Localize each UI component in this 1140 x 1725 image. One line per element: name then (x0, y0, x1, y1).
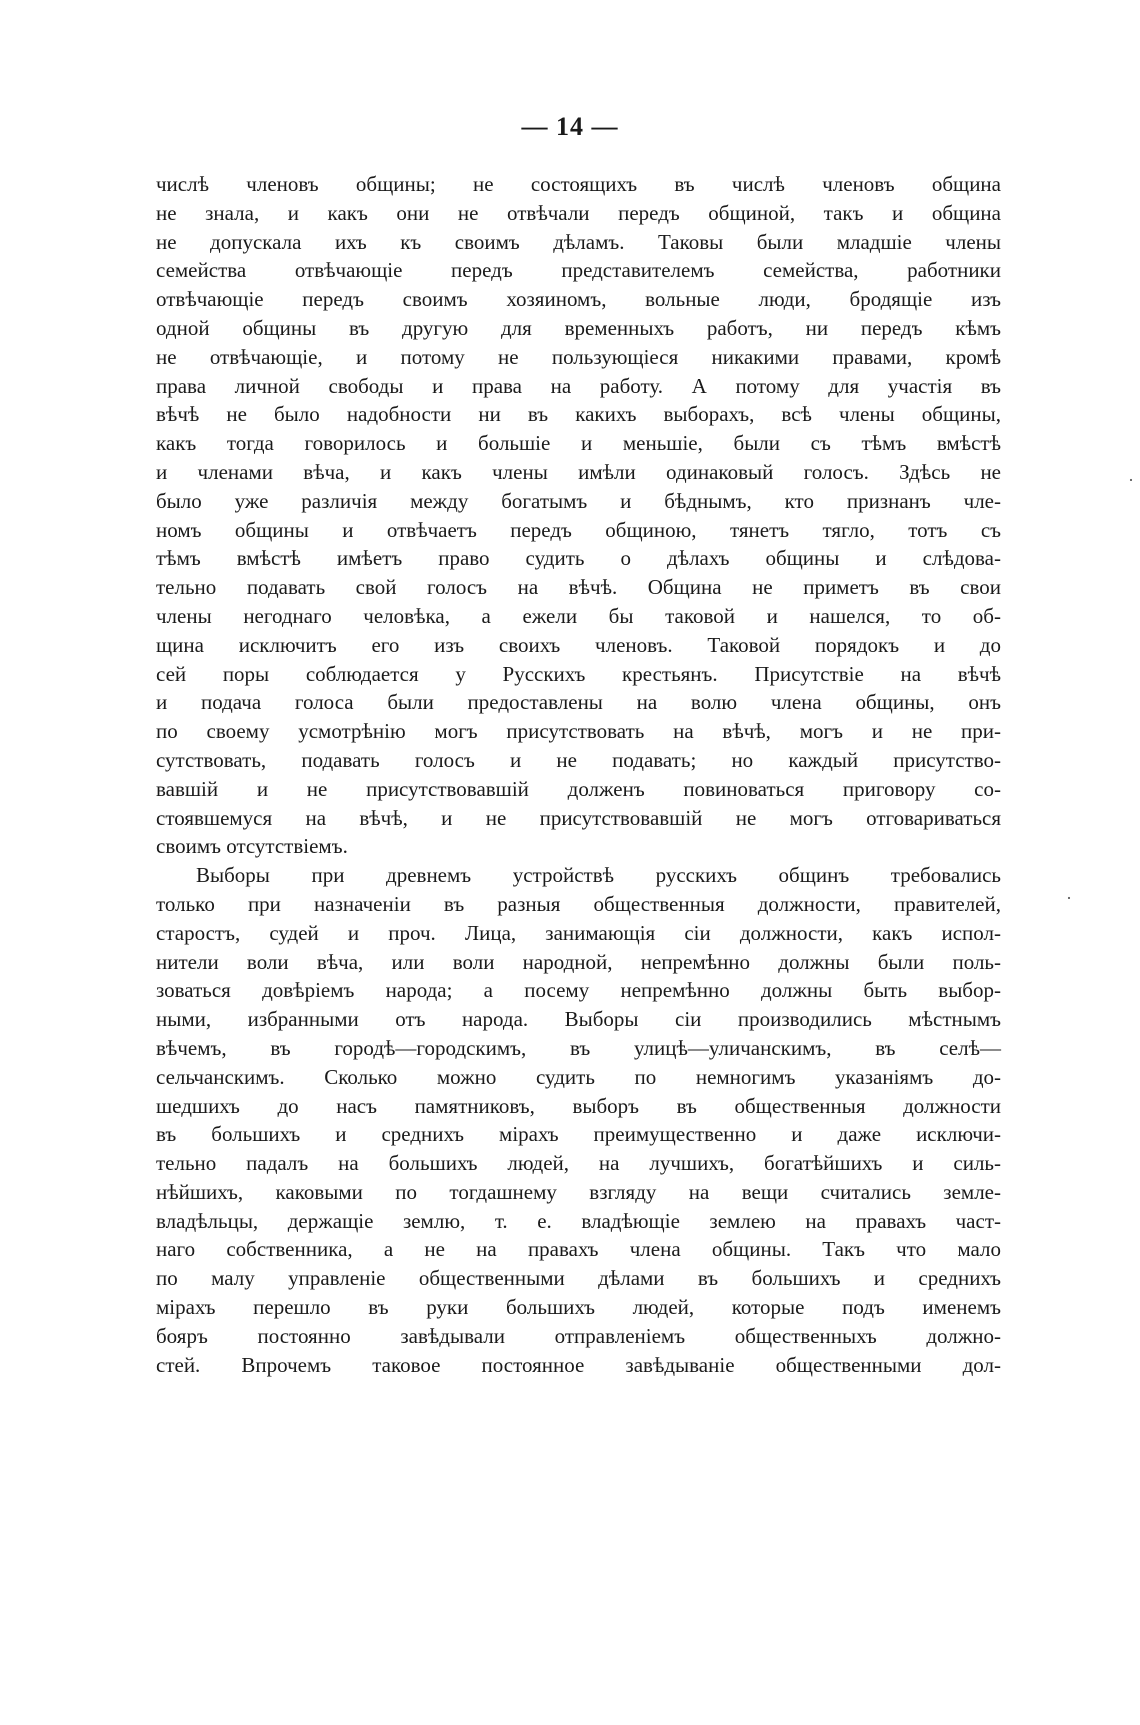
text-line: какъ тогда говорилось и большіе и меньшіе, были съ тѣмъ вмѣстѣ (156, 431, 1001, 456)
text-line: семейства отвѣчающіе передъ представителемъ семейства, работники (156, 258, 1001, 283)
margin-mark: · (1066, 888, 1072, 908)
margin-mark: · (1128, 470, 1134, 490)
text-line: тельно падалъ на большихъ людей, на лучшихъ, богатѣйшихъ и силь- (156, 1151, 1001, 1176)
text-line: нѣйшихъ, каковыми по тогдашнему взгляду на вещи считались земле- (156, 1179, 1001, 1204)
text-line: не допускала ихъ къ своимъ дѣламъ. Таковы были младшіе члены (156, 229, 1001, 254)
text-line: было уже различія между богатымъ и бѣднымъ, кто признанъ чле- (156, 488, 1001, 513)
text-line: отвѣчающіе передъ своимъ хозяиномъ, вольные люди, бродящіе изъ (156, 287, 1001, 312)
text-line: вѣчемъ, въ городѣ—городскимъ, въ улицѣ—уличанскимъ, въ селѣ— (156, 1035, 1001, 1060)
text-line: въ большихъ и среднихъ мірахъ преимущественно и даже исключи- (156, 1122, 1001, 1147)
text-line: и подача голоса были предоставлены на волю члена общины, онъ (156, 690, 1001, 715)
text-line: бояръ постоянно завѣдывали отправленіемъ общественныхъ должно- (156, 1323, 1001, 1348)
text-body (156, 170, 1001, 1379)
text-line: члены негоднаго человѣка, а ежели бы таковой и нашелся, то об- (156, 603, 1001, 628)
text-line: только при назначеніи въ разныя общественныя должности, правителей, (156, 891, 1001, 916)
text-line: Выборы при древнемъ устройствѣ русскихъ общинъ требовались (196, 863, 1001, 888)
text-line: зоваться довѣріемъ народа; а посему непремѣнно должны быть выбор- (156, 978, 1001, 1003)
text-line: тѣмъ вмѣстѣ имѣетъ право судить о дѣлахъ общины и слѣдова- (156, 546, 1001, 571)
text-line: номъ общины и отвѣчаетъ передъ общиною, тянетъ тягло, тотъ съ (156, 517, 1001, 542)
text-line: мірахъ перешло въ руки большихъ людей, которые подъ именемъ (156, 1295, 1001, 1320)
text-line: щина исключитъ его изъ своихъ членовъ. Таковой порядокъ и до (156, 632, 1001, 657)
page-number: — 14 — (521, 112, 619, 141)
text-line: сельчанскимъ. Сколько можно судить по немногимъ указаніямъ до- (156, 1064, 1001, 1089)
text-line: права личной свободы и права на работу. А потому для участія въ (156, 373, 1001, 398)
paragraph (156, 861, 1001, 1379)
text-line: стей. Впрочемъ таковое постоянное завѣдываніе общественными дол- (156, 1352, 1001, 1377)
text-line: вавшій и не присутствовавшій долженъ повиноваться приговору со- (156, 776, 1001, 801)
text-line: не отвѣчающіе, и потому не пользующіеся никакими правами, кромѣ (156, 344, 1001, 369)
text-line: по малу управленіе общественными дѣлами въ большихъ и среднихъ (156, 1266, 1001, 1291)
text-line: ными, избранными отъ народа. Выборы сіи производились мѣстнымъ (156, 1007, 1001, 1032)
text-line: владѣльцы, держащіе землю, т. е. владѣющіе землею на правахъ част- (156, 1208, 1001, 1233)
text-line: тельно подавать свой голосъ на вѣчѣ. Община не приметъ въ свои (156, 575, 1001, 600)
text-line: и членами вѣча, и какъ члены имѣли одинаковый голосъ. Здѣсь не (156, 459, 1001, 484)
text-line: по своему усмотрѣнію могъ присутствовать на вѣчѣ, могъ и не при- (156, 719, 1001, 744)
text-line: шедшихъ до насъ памятниковъ, выборъ въ общественныя должности (156, 1093, 1001, 1118)
text-line: сутствовать, подавать голосъ и не подавать; но каждый присутство- (156, 747, 1001, 772)
text-line: наго собственника, а не на правахъ члена общины. Такъ что мало (156, 1237, 1001, 1262)
text-line: не знала, и какъ они не отвѣчали передъ общиной, такъ и община (156, 200, 1001, 225)
text-line: сей поры соблюдается у Русскихъ крестьянъ. Присутствіе на вѣчѣ (156, 661, 1001, 686)
text-line: старостъ, судей и проч. Лица, занимающія сіи должности, какъ испол- (156, 920, 1001, 945)
text-line: числѣ членовъ общины; не состоящихъ въ числѣ членовъ община (156, 172, 1001, 196)
text-line: нители воли вѣча, или воли народной, непремѣнно должны были поль- (156, 949, 1001, 974)
text-line: одной общины въ другую для временныхъ работъ, ни передъ кѣмъ (156, 315, 1001, 340)
text-line: вѣчѣ не было надобности ни въ какихъ выборахъ, всѣ члены общины, (156, 402, 1001, 427)
text-line: стоявшемуся на вѣчѣ, и не присутствовавшій не могъ отговариваться (156, 805, 1001, 830)
text-line: своимъ отсутствіемъ. (156, 834, 348, 859)
paragraph (156, 170, 1001, 861)
